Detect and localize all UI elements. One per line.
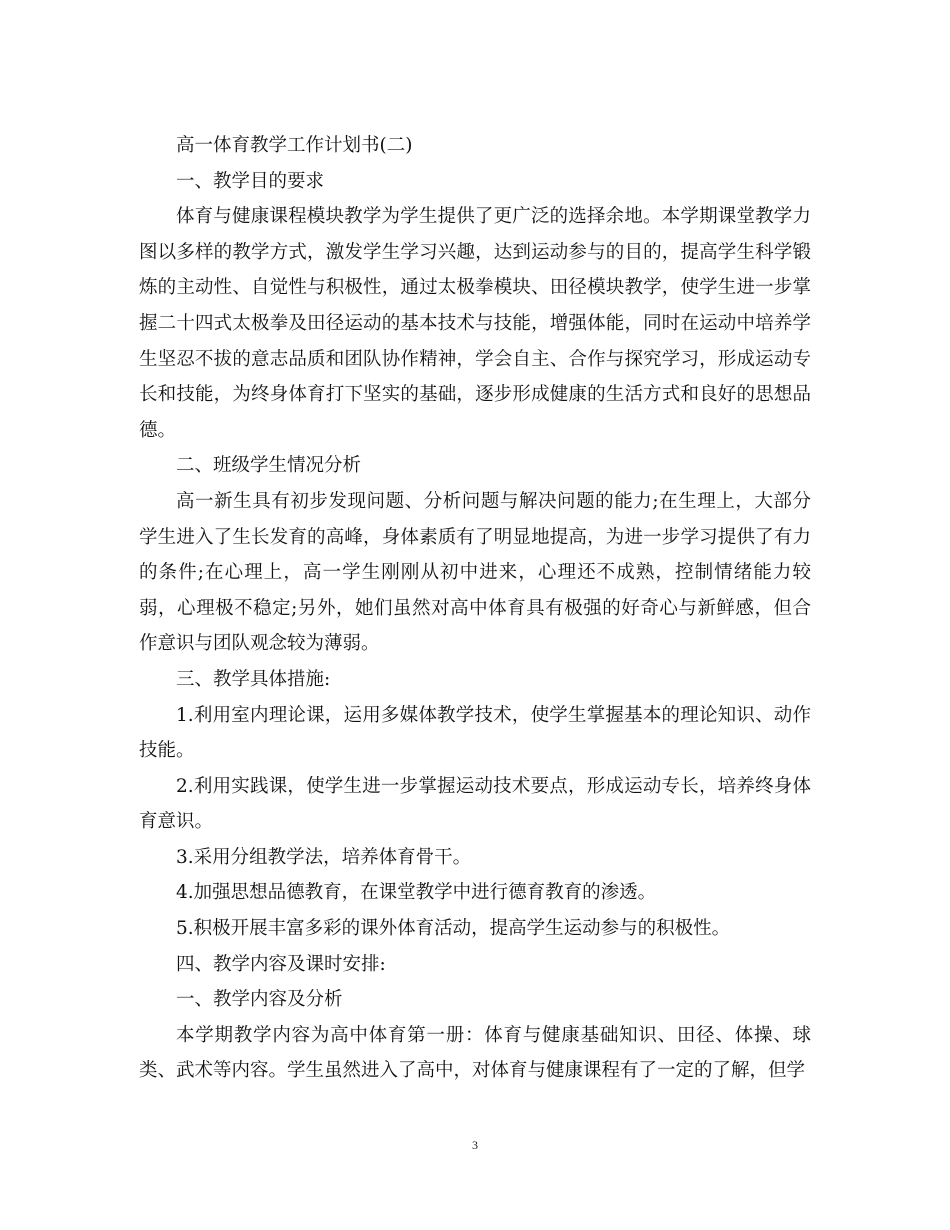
document-title: 高一体育教学工作计划书(二) [176,135,413,156]
list-item: 5.积极开展丰富多彩的课外体育活动，提高学生运动参与的积极性。 [176,918,731,940]
section-heading: 四、教学内容及课时安排: [176,953,386,975]
subsection-heading: 一、教学内容及分析 [176,989,343,1011]
section-heading: 三、教学具体措施: [176,668,331,690]
list-item: 2.利用实践课，使学生进一步掌握运动技术要点，形成运动专长，培养终身体育意识。 [139,775,811,833]
paragraph: 高一新生具有初步发现问题、分析问题与解决问题的能力;在生理上，大部分学生进入了生长发育的高峰，身体素质有了明显地提高，为进一步学习提供了有力的条件;在心理上，高一学生刚刚从初中进来，心理还不成熟，控制情绪能力较弱，心理极不稳定;另外，她们虽然对高中体育具有极强的好奇心与新鲜感，但合作意识与团队观念较为薄弱。 [139,490,811,655]
list-item: 1.利用室内理论课，运用多媒体教学技术，使学生掌握基本的理论知识、动作技能。 [139,704,811,762]
paragraph: 体育与健康课程模块教学为学生提供了更广泛的选择余地。本学期课堂教学力图以多样的教学方式，激发学生学习兴趣，达到运动参与的目的，提高学生科学锻炼的主动性、自觉性与积极性，通过太极拳模块、田径模块教学，使学生进一步掌握二十四式太极拳及田径运动的基本技术与技能，增强体能，同时在运动中培养学生坚忍不拔的意志品质和团队协作精神，学会自主、合作与探究学习，形成运动专长和技能，为终身体育打下坚实的基础，逐步形成健康的生活方式和良好的思想品德。 [139,206,811,441]
section-heading: 一、教学目的要求 [176,170,325,192]
list-item: 4.加强思想品德教育，在课堂教学中进行德育教育的渗透。 [176,882,657,904]
document-body [139,128,811,1089]
list-item: 3.采用分组教学法，培养体育骨干。 [176,846,472,868]
page-number: 3 [472,1138,478,1152]
section-heading: 二、班级学生情况分析 [176,455,362,477]
paragraph: 本学期教学内容为高中体育第一册：体育与健康基础知识、田径、体操、球类、武术等内容。学生虽然进入了高中，对体育与健康课程有了一定的了解，但学 [139,1024,811,1082]
